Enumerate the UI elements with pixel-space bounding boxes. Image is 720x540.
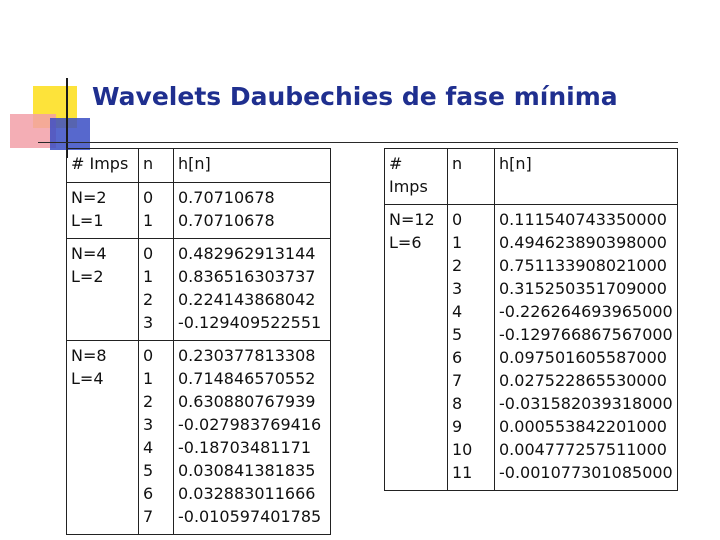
h-value: -0.129409522551: [178, 313, 322, 332]
h-value: 0.630880767939: [178, 392, 316, 411]
decorative-blue-square: [50, 118, 90, 150]
h-values-cell: [174, 341, 331, 535]
n-value: 10: [452, 440, 473, 459]
n-value: 1: [143, 267, 154, 286]
group-label-cell: [385, 205, 448, 491]
group-label-l: L=4: [71, 369, 104, 388]
header-imps: [385, 149, 448, 205]
h-value: 0.70710678: [178, 188, 275, 207]
n-value: 2: [143, 392, 154, 411]
n-value: 3: [452, 279, 463, 298]
table-row: [385, 205, 678, 491]
h-value: 0.111540743350000: [499, 210, 667, 229]
h-value: -0.129766867567000: [499, 325, 673, 344]
h-value: 0.836516303737: [178, 267, 316, 286]
coefficients-table-right: [384, 148, 678, 491]
group-label-l: L=1: [71, 211, 104, 230]
n-value: 9: [452, 417, 463, 436]
h-value: 0.494623890398000: [499, 233, 667, 252]
n-value: 11: [452, 463, 473, 482]
group-label-n: N=12: [389, 210, 435, 229]
h-value: 0.027522865530000: [499, 371, 667, 390]
header-n: n: [139, 149, 174, 183]
h-value: 0.030841381835: [178, 461, 316, 480]
h-value: 0.000553842201000: [499, 417, 667, 436]
n-value: 3: [143, 313, 154, 332]
n-value: 5: [452, 325, 463, 344]
n-value: 2: [452, 256, 463, 275]
group-label-n: N=8: [71, 346, 107, 365]
h-value: -0.027983769416: [178, 415, 322, 434]
header-hn: h[n]: [174, 149, 331, 183]
h-value: 0.224143868042: [178, 290, 316, 309]
n-value: 0: [143, 188, 154, 207]
n-value: 0: [143, 244, 154, 263]
n-value: 4: [143, 438, 154, 457]
group-label-n: N=4: [71, 244, 107, 263]
group-label-l: L=2: [71, 267, 104, 286]
n-values-cell: [448, 205, 495, 491]
n-value: 1: [143, 211, 154, 230]
header-imps-line1: #: [389, 154, 403, 173]
group-label-cell: [67, 239, 139, 341]
h-value: -0.001077301085000: [499, 463, 673, 482]
h-values-cell: [174, 239, 331, 341]
h-value: -0.010597401785: [178, 507, 322, 526]
group-label-cell: [67, 183, 139, 239]
n-values-cell: [139, 341, 174, 535]
h-value: 0.032883011666: [178, 484, 316, 503]
slide-title: Wavelets Daubechies de fase mínima: [92, 82, 618, 111]
decorative-horizontal-line: [38, 142, 678, 143]
header-n: n: [448, 149, 495, 205]
group-label-l: L=6: [389, 233, 422, 252]
h-value: -0.18703481171: [178, 438, 312, 457]
n-values-cell: [139, 239, 174, 341]
h-value: 0.230377813308: [178, 346, 316, 365]
n-value: 1: [143, 369, 154, 388]
h-value: 0.004777257511000: [499, 440, 667, 459]
n-value: 6: [452, 348, 463, 367]
n-value: 7: [143, 507, 154, 526]
h-value: 0.097501605587000: [499, 348, 667, 367]
header-hn: h[n]: [495, 149, 678, 205]
h-value: 0.70710678: [178, 211, 275, 230]
header-imps: # Imps: [67, 149, 139, 183]
table-header-row: [67, 149, 331, 183]
n-value: 4: [452, 302, 463, 321]
coefficients-table-left: [66, 148, 331, 535]
n-value: 7: [452, 371, 463, 390]
h-values-cell: [174, 183, 331, 239]
n-value: 1: [452, 233, 463, 252]
h-value: 0.315250351709000: [499, 279, 667, 298]
group-label-cell: [67, 341, 139, 535]
n-value: 2: [143, 290, 154, 309]
n-values-cell: [139, 183, 174, 239]
n-value: 0: [452, 210, 463, 229]
n-value: 8: [452, 394, 463, 413]
h-values-cell: [495, 205, 678, 491]
table-row: [67, 341, 331, 535]
h-value: -0.226264693965000: [499, 302, 673, 321]
decorative-vertical-line: [66, 78, 68, 158]
n-value: 5: [143, 461, 154, 480]
n-value: 0: [143, 346, 154, 365]
table-row: [67, 183, 331, 239]
header-imps-line2: Imps: [389, 177, 428, 196]
n-value: 3: [143, 415, 154, 434]
table-row: [67, 239, 331, 341]
h-value: 0.482962913144: [178, 244, 316, 263]
h-value: -0.031582039318000: [499, 394, 673, 413]
table-header-row: [385, 149, 678, 205]
h-value: 0.751133908021000: [499, 256, 667, 275]
group-label-n: N=2: [71, 188, 107, 207]
h-value: 0.714846570552: [178, 369, 316, 388]
n-value: 6: [143, 484, 154, 503]
